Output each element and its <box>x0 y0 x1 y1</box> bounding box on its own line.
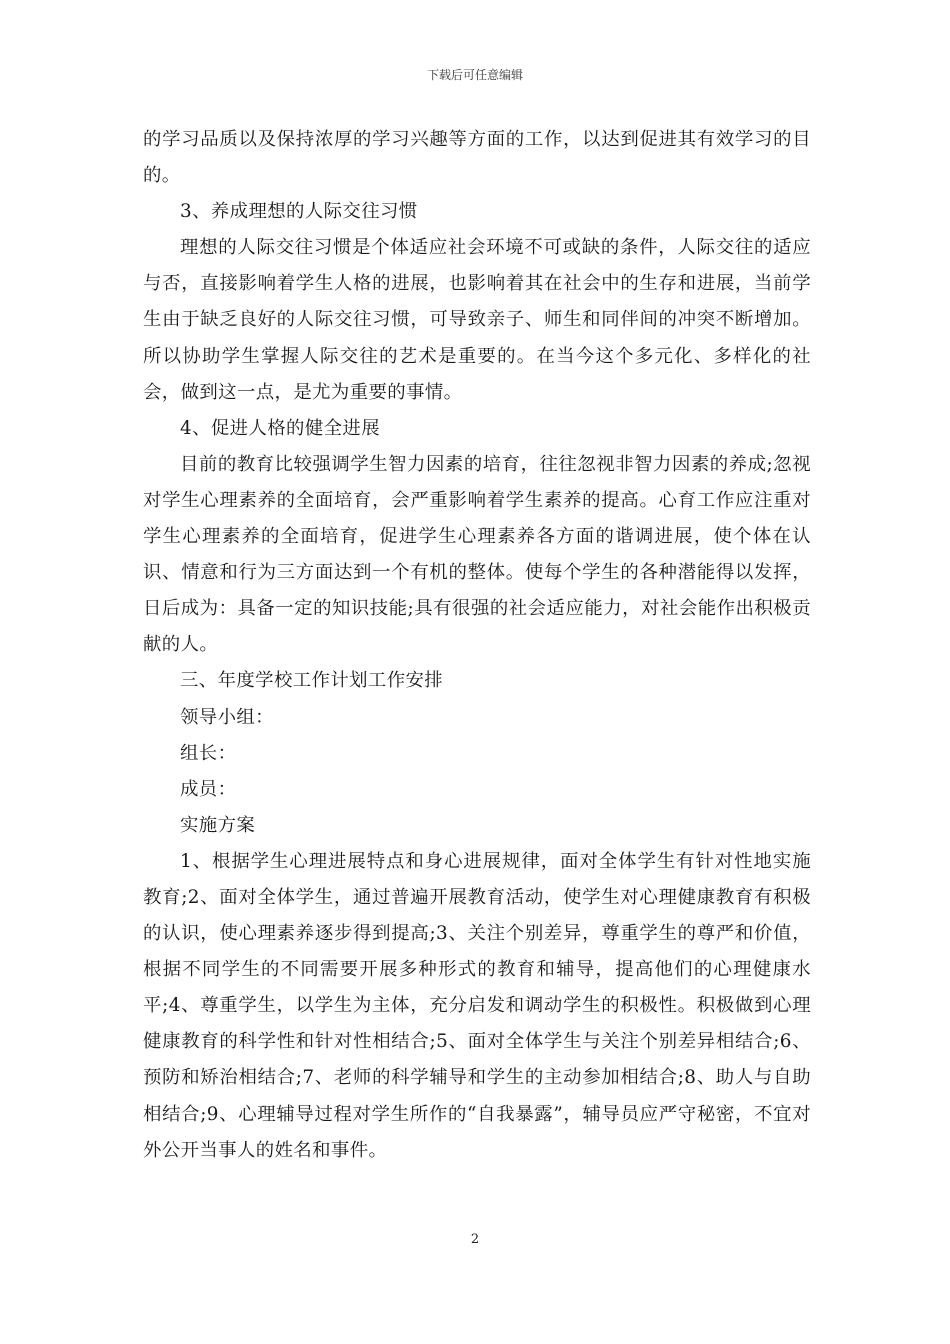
label-line: 领导小组： <box>180 706 274 728</box>
section-heading: 4、促进人格的健全进展 <box>180 417 381 439</box>
paragraph: 的学习品质以及保持浓厚的学习兴趣等方面的工作，以达到促进其有效学习的目的。 <box>143 129 811 187</box>
document-body <box>143 122 811 1169</box>
label-line: 组长： <box>180 742 237 764</box>
page-header-note: 下载后可任意编辑 <box>426 68 523 82</box>
paragraph: 理想的人际交往习惯是个体适应社会环境不可或缺的条件，人际交往的适应与否，直接影响着学生人格的进展，也影响着其在社会中的生存和进展，当前学生由于缺乏良好的人际交往习惯，可导致亲子、师生和同伴间的冲突不断增加。所以协助学生掌握人际交往的艺术是重要的。在当今这个多元化、多样化的社会，做到这一点，是尤为重要的事情。 <box>143 237 811 403</box>
section-heading: 实施方案 <box>180 814 256 836</box>
paragraph: 目前的教育比较强调学生智力因素的培育，往往忽视非智力因素的养成;忽视对学生心理素养的全面培育，会严重影响着学生素养的提高。心育工作应注重对学生心理素养的全面培育，促进学生心理素养各方面的谐调进展，使个体在认识、情意和行为三方面达到一个有机的整体。使每个学生的各种潜能得以发挥，日后成为：具备一定的知识技能;具有很强的社会适应能力，对社会能作出积极贡献的人。 <box>143 453 811 656</box>
section-heading: 3、养成理想的人际交往习惯 <box>180 201 418 223</box>
paragraph: 1、根据学生心理进展特点和身心进展规律，面对全体学生有针对性地实施教育;2、面对全体学生，通过普遍开展教育活动，使学生对心理健康教育有积极的认识，使心理素养逐步得到提高;3、关注个别差异，尊重学生的尊严和价值，根据不同学生的不同需要开展多种形式的教育和辅导，提高他们的心理健康水平;4、尊重学生，以学生为主体，充分启发和调动学生的积极性。积极做到心理健康教育的科学性和针对性相结合;5、面对全体学生与关注个别差异相结合;6、预防和矫治相结合;7、老师的科学辅导和学生的主动参加相结合;8、助人与自助相结合;9、心理辅导过程对学生所作的“自我暴露”，辅导员应严守秘密，不宜对外公开当事人的姓名和事件。 <box>143 850 811 1161</box>
page-number: 2 <box>470 1232 480 1247</box>
label-line: 成员： <box>180 778 237 800</box>
section-heading: 三、年度学校工作计划工作安排 <box>180 670 444 692</box>
